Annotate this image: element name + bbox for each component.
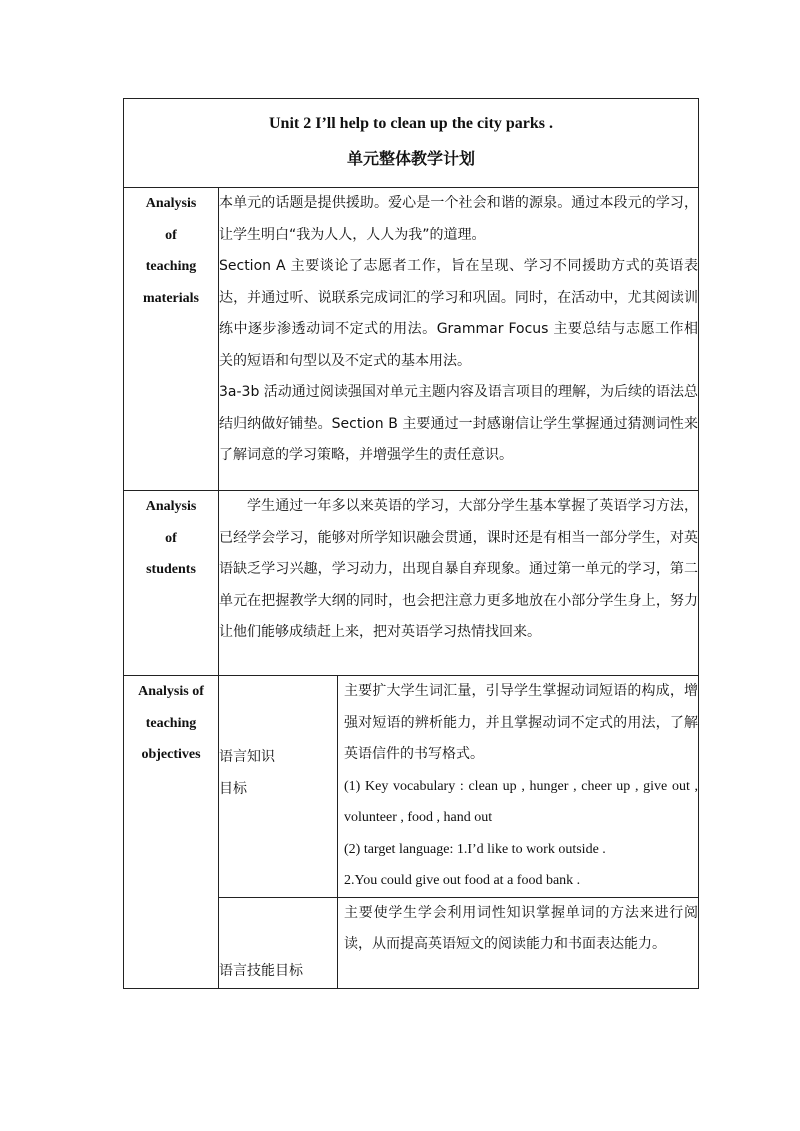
target-language-2: 2.You could give out food at a food bank . [344, 873, 581, 888]
materials-row [124, 188, 699, 491]
title-row [124, 99, 699, 188]
language-skills-label: 语言技能目标 [219, 897, 338, 988]
plan-subtitle: 单元整体教学计划 [347, 149, 476, 168]
students-content [219, 491, 699, 676]
skills-text: 主要使学生学会利用词性知识掌握单词的方法来进行阅读，从而提高英语短文的阅读能力和书面表达能力。 [344, 904, 699, 952]
students-paragraph: 学生通过一年多以来英语的学习，大部分学生基本掌握了英语学习方法，已经学会学习，能够对所学知识融会贯通，课时还是有相当一部分学生，对英语缺乏学习兴趣，学习动力，出现自暴自弃现象。通过第一单元的学习，第二单元在把握教学大纲的同时，也会把注意力更多地放在小部分学生身上，努力让他们能够成绩赶上来，把对英语学习热情找回来。 [219, 498, 699, 640]
target-language: (2) target language: 1.I’d like to work outside . [344, 841, 606, 857]
objectives-label: Analysis of teaching objectives [124, 676, 219, 989]
unit-title: Unit 2 I’ll help to clean up the city parks . [269, 115, 554, 132]
materials-paragraph: Section A 主要谈论了志愿者工作，旨在呈现、学习不同援助方式的英语表达，并通过听、说联系完成词汇的学习和巩固。同时，在活动中，尤其阅读训练中逐步渗透动词不定式的用法。Grammar Focus 主要总结与志愿工作相关的短语和句型以及不定式的基本用法。 [219, 258, 699, 369]
title-cell [124, 99, 699, 188]
key-vocabulary: (1) Key vocabulary : clean up , hunger , cheer up , give out , volunteer , food , hand out [344, 778, 699, 825]
students-label: Analysis of students [124, 491, 219, 676]
materials-paragraph: 3a-3b 活动通过阅读强国对单元主题内容及语言项目的理解，为后续的语法总结归纳做好铺垫。Section B 主要通过一封感谢信让学生掌握通过猜测词性来了解词意的学习策略，并增强学生的责任意识。 [219, 384, 699, 463]
teaching-plan-table [123, 98, 699, 989]
materials-paragraph: 本单元的话题是提供援助。爱心是一个社会和谐的源泉。通过本段元的学习，让学生明白“我为人人，人人为我”的道理。 [219, 195, 699, 243]
language-knowledge-content [338, 676, 699, 898]
language-skills-content [338, 897, 699, 988]
materials-content [219, 188, 699, 491]
materials-label: Analysis of teaching materials [124, 188, 219, 491]
objectives-knowledge-row [124, 676, 699, 898]
language-knowledge-label: 语言知识 目标 [219, 676, 338, 898]
students-row [124, 491, 699, 676]
knowledge-text: 主要扩大学生词汇量，引导学生掌握动词短语的构成，增强对短语的辨析能力，并且掌握动词不定式的用法，了解英语信件的书写格式。 [344, 683, 699, 762]
